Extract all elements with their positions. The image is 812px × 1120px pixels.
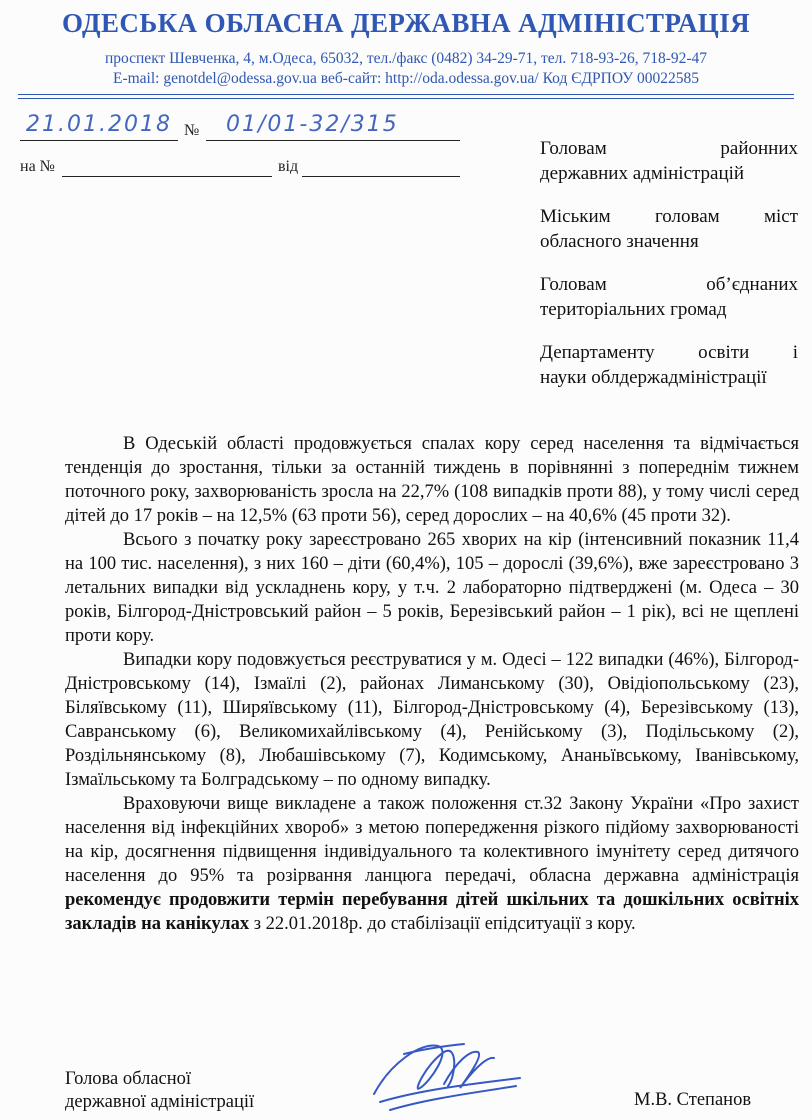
addressee-4-line2: науки облдержадміністрації bbox=[540, 367, 767, 388]
letterhead-rule-bottom bbox=[18, 98, 794, 99]
signatory-position-line2: державної адміністрації bbox=[65, 1092, 255, 1112]
addressee-4 bbox=[540, 340, 798, 390]
paragraph-1: В Одеській області продовжується спалах кору серед населення та відмічається тенденція до зростання, тільки за останній тиждень в порівнянні з попереднім тижнем поточного року, захворюваність зросла на 22,7% (108 випадків проти 88), у тому числі серед дітей до 17 років – на 12,5% (63 проти 56), серед дорослих – на 40,6% (45 проти 32). bbox=[65, 434, 799, 526]
signatory-name: М.В. Степанов bbox=[634, 1090, 752, 1110]
ref-label: на № bbox=[20, 158, 55, 175]
paragraph-4-start: Враховуючи вище викладене а також положення ст.32 Закону України «Про захист населення від інфекційних хвороб» з метою попередження різкого підйому захворюваності на кір, досягнення підвищення індивідуального та колективного імунітету серед дитячого населення до 95% та розірвання ланцюга передачі, обласна державна адміністрація bbox=[65, 794, 799, 886]
ref-underline bbox=[62, 176, 272, 177]
from-label: від bbox=[278, 158, 299, 175]
handwritten-signature bbox=[360, 1024, 530, 1120]
letterhead-rule-top bbox=[18, 94, 794, 95]
paragraph-4-recommendation: рекомендує продовжити термін перебування дітей шкільних та дошкільних освітніх закладів на канікулах bbox=[65, 890, 799, 934]
paragraph-3: Випадки кору подовжується реєструватися у м. Одесі – 122 випадки (46%), Білгород-Дністровському (14), Ізмаїлі (2), районах Лиманському (30), Овідіопольському (23), Біляївському (11), Ширяївському (11), Білгород-Дністровському (4), Березівському (13), Савранському (6), Великомихайлівському (4), Ренійському (3), Подільському (2), Роздільнянському (8), Любашівському (7), Кодимському, Ананьївському, Іванівському, Ізмаїльському та Болградському – по одному випадку. bbox=[65, 650, 799, 790]
addressee-2 bbox=[540, 204, 798, 254]
addressee-1-line2: державних адміністрацій bbox=[540, 163, 745, 184]
letterhead-address: проспект Шевченка, 4, м.Одеса, 65032, тел./факс (0482) 34-29-71, тел. 718-93-26, 718-92-47 bbox=[104, 50, 708, 67]
letterhead-contacts: E-mail: genotdel@odessa.gov.ua веб-сайт: http://oda.odessa.gov.ua/ Код ЄДРПОУ 00022585 bbox=[112, 70, 700, 87]
signatory-position bbox=[65, 1068, 254, 1114]
addressee-3 bbox=[540, 272, 798, 322]
addressee-2-line1: Міським головам міст bbox=[540, 206, 798, 227]
registration-number: 01/01-32/315 bbox=[226, 112, 399, 137]
date-underline bbox=[20, 140, 178, 141]
addressee-2-line2: обласного значення bbox=[540, 231, 699, 252]
addressee-3-line1: Головам об’єднаних bbox=[540, 274, 798, 295]
number-underline bbox=[206, 140, 460, 141]
addressee-1 bbox=[540, 136, 798, 186]
signatory-position-line1: Голова обласної bbox=[65, 1069, 192, 1089]
paragraph-4 bbox=[65, 792, 799, 936]
from-underline bbox=[302, 176, 460, 177]
addressee-4-line1: Департаменту освіти і bbox=[540, 342, 798, 363]
addressee-3-line2: територіальних громад bbox=[540, 299, 727, 320]
number-label: № bbox=[184, 122, 200, 139]
registration-date: 21.01.2018 bbox=[26, 112, 172, 137]
addressee-1-line1: Головам районних bbox=[540, 138, 798, 159]
letter-body bbox=[65, 432, 799, 936]
letterhead-title: ОДЕСЬКА ОБЛАСНА ДЕРЖАВНА АДМІНІСТРАЦІЯ bbox=[61, 8, 751, 38]
paragraph-2: Всього з початку року зареєстровано 265 хворих на кір (інтенсивний показник 11,4 на 100 тис. населення), з них 160 – діти (60,4%), 105 – дорослі (39,6%), вже зареєстровано 3 летальних випадки від ускладнень кору, у т.ч. 2 лабораторно підтверджені (м. Одеса – 30 років, Білгород-Дністровський район – 5 років, Березівський район – 1 рік), всі не щеплені проти кору. bbox=[65, 530, 799, 646]
paragraph-4-end: з 22.01.2018р. до стабілізації епідситуації з кору. bbox=[253, 914, 636, 934]
